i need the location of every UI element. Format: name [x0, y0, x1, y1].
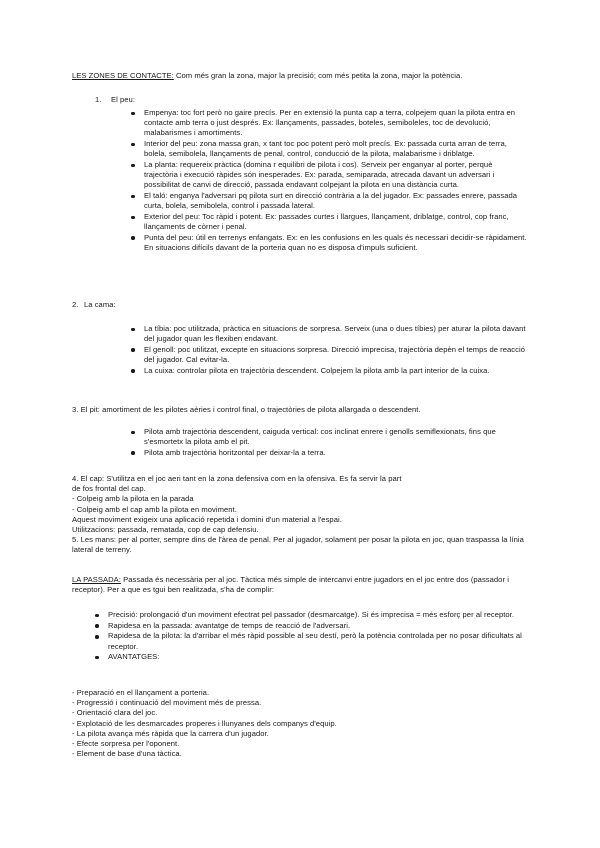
- list-item: Interior del peu: zona massa gran, x tant toc poc potent però molt precís. Ex: passada curta arran de terra, bolela, semibolela, llançaments de penal, control, conducció de la pilota, malabarisme i driblatge.: [144, 139, 528, 159]
- intro-heading: LES ZONES DE CONTACTE:: [72, 71, 174, 80]
- avantatges-list: [72, 688, 532, 759]
- list-item: Punta del peu: útil en terrenys enfangats. Ex: en les confusions en les quals és necessari decidir-se ràpidament. En situacions difícils davant de la porteria quan no es disposa d'impuls suficient.: [144, 232, 527, 253]
- pit-paragraph: [72, 405, 532, 415]
- text-line: 5. Les mans: per al porter, sempre dins de l'àrea de penal. Per al jugador, solament per posar la pilota en joc, quan traspassa la línia lateral de terreny.: [72, 535, 524, 555]
- section-number: 2.: [72, 300, 79, 309]
- intro-text: Com més gran la zona, major la precisió; com més petita la zona, major la potència.: [173, 71, 463, 80]
- text-line: - Colpeig amb la pilota en la parada: [72, 494, 194, 504]
- section-title-peu: El peu:: [111, 95, 135, 104]
- peu-list: [144, 108, 528, 253]
- cama-list: [144, 324, 528, 376]
- text-line: Utilitzacions: passada, rematada, cop de cap defensiu.: [72, 525, 259, 535]
- section-cama-title-wrap: [84, 300, 184, 310]
- pit-text: 3. El pit: amortiment de les pilotes aèries i control final, o trajectòries de pilota allargada o descendent.: [72, 405, 421, 414]
- list-item: Precisió: prolongació d'un moviment efectrat pel passador (desmarcatge). Si és imprecisa = més esforç per al receptor.: [108, 610, 528, 620]
- passada-paragraph: [72, 575, 532, 595]
- passada-list: [108, 610, 528, 663]
- list-item: Empenya: toc fort però no gaire precís. Per en extensió la punta cap a terra, colpejem quan la pilota entra en contacte amb terra o just després. Ex: llançaments, passades, boteles, semiboleles, toc de devolució, malabarismes i amortiments.: [144, 108, 528, 139]
- list-item: - Explotació de les desmarcades properes i llunyanes dels companys d'equip.: [72, 718, 337, 728]
- list-item: - Orientació clara del joc.: [72, 708, 158, 718]
- text-line: Aquest moviment exigeix una aplicació repetida i domini d'un material a l'espai.: [72, 514, 342, 524]
- text-line: 4. El cap: S'utilitza en el joc aeri tant en la zona defensiva com en la ofensiva. Es fa servir la part: [72, 474, 402, 483]
- list-item: - Progressió i continuació del moviment més de pressa.: [72, 698, 262, 708]
- list-item: Exterior del peu: Toc ràpid i potent. Ex: passades curtes i llargues, llançament, driblatge, control, cop franc, llançaments de còrner i penal.: [144, 212, 528, 232]
- list-item: El taló: enganya l'adversari pq pilota surt en direcció contrària a la del jugador. Ex: passades enrere, passada curta, bolela, semibolela, control i passada lateral.: [144, 191, 528, 211]
- list-item: La planta: requereix pràctica (domina r equilibri de pilota i cos). Serveix per enganyar al porter, perquè trajectòria i execució ràpides són inesperades. Ex: parada, semiparada, atrecada davant un adversari i possibilitat de canvi de direcció, passada endavant colpejant la pilota en una distància curta.: [144, 160, 528, 191]
- section-number: 1.: [95, 95, 102, 104]
- list-item: El genoll: poc utilitzat, excepte en situacions sorpresa. Direcció imprecisa, trajectòria depèn el temps de reacció del jugador. Cal evitar-la.: [144, 345, 528, 365]
- list-item: Rapidesa en la passada: avantatge de temps de reacció de l'adversari.: [108, 621, 528, 631]
- list-item: Rapidesa de la pilota: la d'arribar el més ràpid possible al seu destí, però la potència controlada per no posar dificultats al receptor.: [108, 631, 528, 651]
- list-item: AVANTATGES:: [108, 652, 528, 662]
- cap-paragraph: [72, 474, 532, 556]
- list-item: La tíbia: poc utilitzada, pràctica en situacions de sorpresa. Serveix (una o dues tíbies) per aturar la pilota davant del jugador quan les flexiben endavant.: [144, 324, 528, 344]
- list-item: - Element de base d'una tàctica.: [72, 749, 182, 759]
- text-line: - Colpeig amb el cap amb la pilota en moviment.: [72, 504, 237, 514]
- list-item: Pilota amb trajectòria horitzontal per deixar-la a terra.: [144, 448, 528, 458]
- passada-heading: LA PASSADA:: [72, 575, 121, 584]
- list-item: La cuixa: controlar pilota en trajectòria descendent. Colpejem la pilota amb la part interior de la cuixa.: [144, 366, 528, 376]
- list-item: - Efecte sorpresa per l'oponent.: [72, 739, 180, 749]
- text-line: de fos frontal del cap.: [72, 484, 146, 494]
- list-item: - La pilota avança més ràpida que la carrera d'un jugador.: [72, 728, 269, 738]
- pit-list: [144, 427, 528, 458]
- list-item: Pilota amb trajectòria descendent, caiguda vertical: cos inclinat enrere i genolls semiflexionats, fins que s'esmortetx la pilota amb el pit.: [144, 427, 528, 447]
- intro-paragraph: [72, 71, 532, 81]
- passada-text: Passada és necessària per al joc. Tàctica més simple de intercanvi entre jugadors en el joc entre dos (passador i receptor). Per a que es tgui ben realitzada, s'ha de complir:: [72, 575, 509, 595]
- section-title-wrap: [111, 95, 211, 105]
- section-title-cama: La cama:: [84, 300, 116, 309]
- list-item: - Preparació en el llançament a porteria.: [72, 688, 210, 697]
